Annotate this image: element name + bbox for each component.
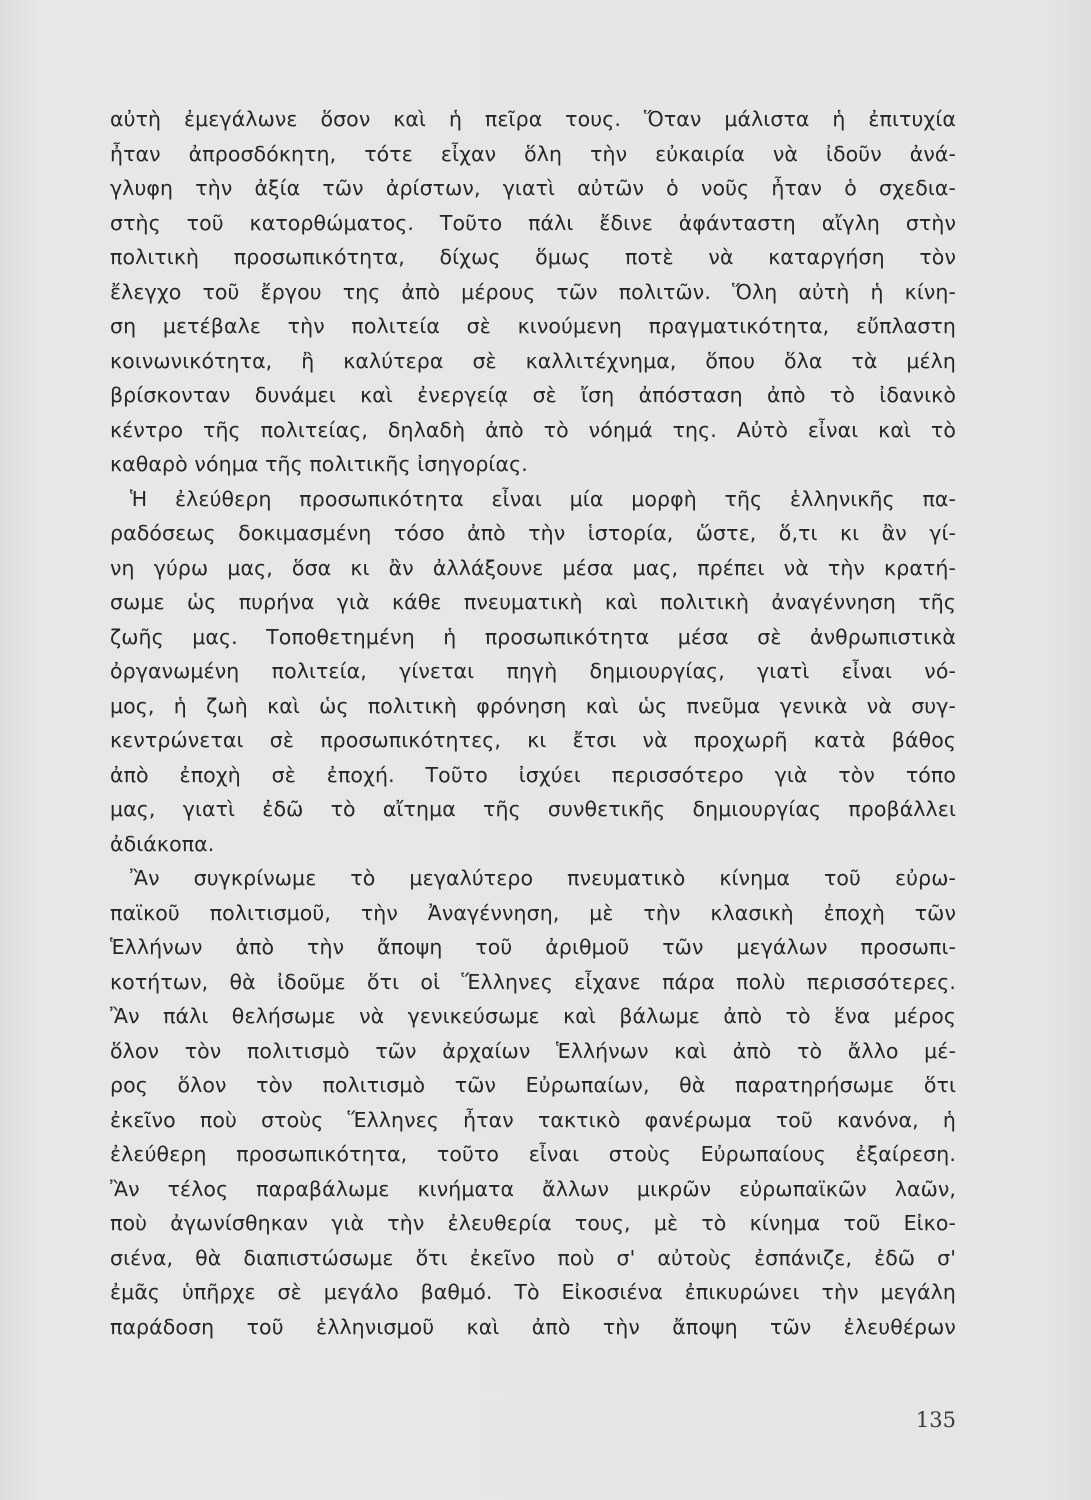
text-line: ὀργανωμένη πολιτεία, γίνεται πηγὴ δημιουργίας, γιατὶ εἶναι νό- bbox=[110, 659, 956, 683]
text-line: ὅλον τὸν πολιτισμὸ τῶν ἀρχαίων Ἑλλήνων καὶ ἀπὸ τὸ ἄλλο μέ- bbox=[110, 1038, 956, 1063]
text-line: καθαρὸ νόημα τῆς πολιτικῆς ἰσηγορίας. bbox=[110, 452, 528, 476]
text-line: σωμε ὡς πυρήνα γιὰ κάθε πνευματικὴ καὶ πολιτικὴ ἀναγέννηση τῆς bbox=[110, 590, 956, 614]
text-line: αὐτὴ ἐμεγάλωνε ὅσον καὶ ἡ πεῖρα τους. Ὅταν μάλιστα ἡ ἐπιτυχία bbox=[110, 107, 956, 131]
text-line: μος, ἡ ζωὴ καὶ ὡς πολιτικὴ φρόνηση καὶ ὡς πνεῦμα γενικὰ νὰ συγ- bbox=[110, 693, 956, 718]
text-line: κοινωνικότητα, ἢ καλύτερα σὲ καλλιτέχνημα, ὅπου ὅλα τὰ μέλη bbox=[110, 348, 956, 373]
text-line: νη γύρω μας, ὅσα κι ἂν ἀλλάξουνε μέσα μας, πρέπει νὰ τὴν κρατή- bbox=[110, 555, 956, 580]
text-line: ζωῆς μας. Τοποθετημένη ἡ προσωπικότητα μέσα σὲ ἀνθρωπιστικὰ bbox=[110, 624, 956, 649]
text-line: σιένα, θὰ διαπιστώσωμε ὅτι ἐκεῖνο ποὺ σ' αὐτοὺς ἐσπάνιζε, ἐδῶ σ' bbox=[110, 1245, 956, 1270]
text-line: κοτήτων, θὰ ἰδοῦμε ὅτι οἱ Ἕλληνες εἶχανε πάρα πολὺ περισσότερες. bbox=[110, 969, 956, 994]
text-line: ραδόσεως δοκιμασμένη τόσο ἀπὸ τὴν ἱστορία, ὥστε, ὅ,τι κι ἂν γί- bbox=[110, 521, 956, 545]
text-line: ἀδιάκοπα. bbox=[110, 831, 215, 856]
text-line: κέντρο τῆς πολιτείας, δηλαδὴ ἀπὸ τὸ νόημά της. Αὐτὸ εἶναι καὶ τὸ bbox=[110, 417, 956, 442]
text-line: ἐλεύθερη προσωπικότητα, τοῦτο εἶναι στοὺς Εὐρωπαίους ἐξαίρεση. bbox=[110, 1142, 956, 1166]
body-text bbox=[110, 102, 956, 1344]
text-line: ἐμᾶς ὑπῆρχε σὲ μεγάλο βαθμό. Τὸ Εἰκοσιένα ἐπικυρώνει τὴν μεγάλη bbox=[110, 1280, 956, 1304]
text-line: παϊκοῦ πολιτισμοῦ, τὴν Ἀναγέννηση, μὲ τὴν κλασικὴ ἐποχὴ τῶν bbox=[110, 900, 956, 925]
text-line: ση μετέβαλε τὴν πολιτεία σὲ κινούμενη πραγματικότητα, εὔπλαστη bbox=[110, 314, 956, 338]
text-line: κεντρώνεται σὲ προσωπικότητες, κι ἔτσι νὰ προχωρῆ κατὰ βάθος bbox=[110, 728, 956, 752]
text-line: παράδοση τοῦ ἑλληνισμοῦ καὶ ἀπὸ τὴν ἄποψη τῶν ἐλευθέρων bbox=[110, 1314, 956, 1339]
text-line: ρος ὅλον τὸν πολιτισμὸ τῶν Εὐρωπαίων, θὰ παρατηρήσωμε ὅτι bbox=[110, 1073, 956, 1097]
text-line: ποὺ ἀγωνίσθηκαν γιὰ τὴν ἐλευθερία τους, μὲ τὸ κίνημα τοῦ Εἰκο- bbox=[110, 1211, 956, 1235]
text-line: Ἑλλήνων ἀπὸ τὴν ἄποψη τοῦ ἀριθμοῦ τῶν μεγάλων προσωπι- bbox=[110, 935, 956, 959]
text-line: μας, γιατὶ ἐδῶ τὸ αἴτημα τῆς συνθετικῆς δημιουργίας προβάλλει bbox=[110, 797, 956, 821]
text-line: Ἂν τέλος παραβάλωμε κινήματα ἄλλων μικρῶν εὐρωπαϊκῶν λαῶν, bbox=[110, 1176, 956, 1201]
text-line: ἀπὸ ἐποχὴ σὲ ἐποχή. Τοῦτο ἰσχύει περισσότερο γιὰ τὸν τόπο bbox=[110, 762, 956, 787]
text-line: γλυφη τὴν ἀξία τῶν ἀρίστων, γιατὶ αὐτῶν ὁ νοῦς ἦταν ὁ σχεδια- bbox=[110, 176, 956, 200]
text-line: βρίσκονταν δυνάμει καὶ ἐνεργείᾳ σὲ ἴση ἀπόσταση ἀπὸ τὸ ἰδανικὸ bbox=[110, 383, 956, 407]
text-line: ἦταν ἀπροσδόκητη, τότε εἶχαν ὅλη τὴν εὐκαιρία νὰ ἰδοῦν ἀνά- bbox=[110, 141, 956, 166]
text-line: Ἡ ἐλεύθερη προσωπικότητα εἶναι μία μορφὴ τῆς ἑλληνικῆς πα- bbox=[130, 486, 956, 511]
text-line: ἐκεῖνο ποὺ στοὺς Ἕλληνες ἦταν τακτικὸ φανέρωμα τοῦ κανόνα, ἡ bbox=[110, 1107, 956, 1132]
text-line: στὴς τοῦ κατορθώματος. Τοῦτο πάλι ἔδινε ἀφάνταστη αἴγλη στὴν bbox=[110, 210, 956, 235]
text-line: Ἂν συγκρίνωμε τὸ μεγαλύτερο πνευματικὸ κίνημα τοῦ εὐρω- bbox=[130, 866, 956, 890]
text-line: πολιτικὴ προσωπικότητα, δίχως ὅμως ποτὲ νὰ καταργήση τὸν bbox=[110, 245, 956, 269]
page-number: 135 bbox=[915, 1408, 956, 1432]
text-line: Ἂν πάλι θελήσωμε νὰ γενικεύσωμε καὶ βάλωμε ἀπὸ τὸ ἕνα μέρος bbox=[110, 1004, 956, 1028]
text-line: ἔλεγχο τοῦ ἔργου της ἀπὸ μέρους τῶν πολιτῶν. Ὅλη αὐτὴ ἡ κίνη- bbox=[110, 279, 956, 304]
